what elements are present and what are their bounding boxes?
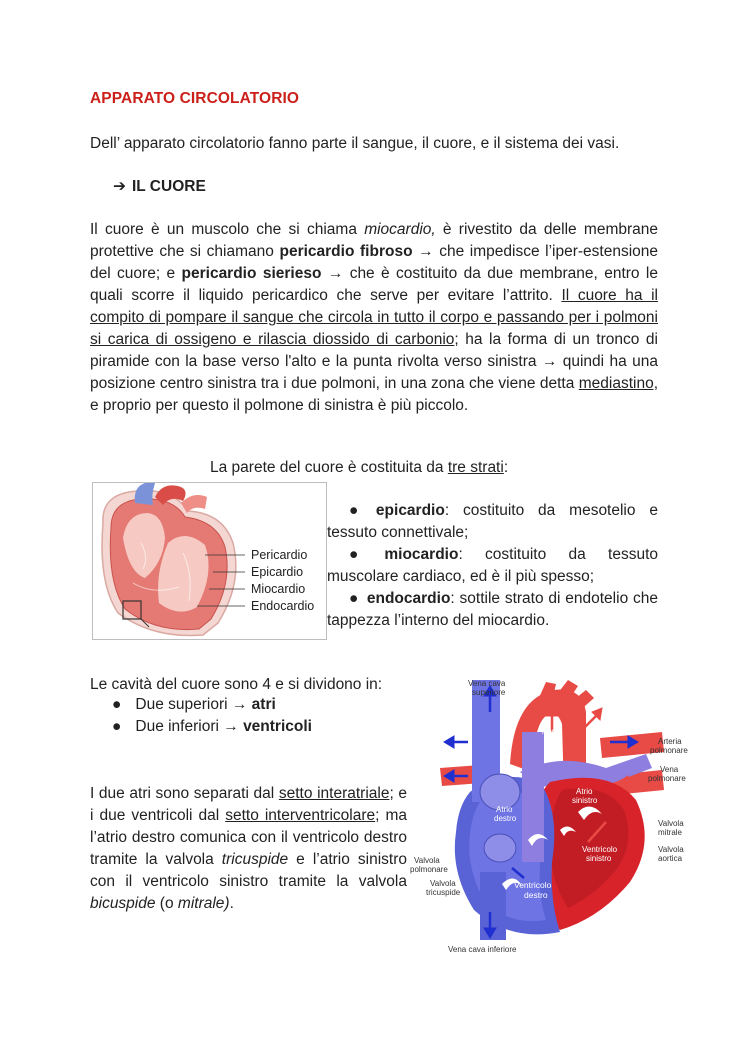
list-item bbox=[112, 694, 312, 716]
label-arteria-polmonare: Arteria bbox=[658, 737, 682, 746]
section-heading-text: IL CUORE bbox=[132, 178, 206, 195]
label-vena-polmonare: Vena bbox=[660, 765, 679, 774]
page-title: APPARATO CIRCOLATORIO bbox=[90, 90, 300, 107]
text-run: ; e i due ventricoli dal bbox=[90, 785, 407, 824]
label-atrio-destro: destro bbox=[494, 814, 517, 823]
label-valvola-aortica: Valvola bbox=[658, 845, 684, 854]
text-run: → che è costituito da due membrane, entro le quali scorre il liquido pericardico che serve per evitare l’attrito. bbox=[90, 265, 658, 304]
label-pericardio: Pericardio bbox=[251, 548, 308, 562]
list-item bbox=[327, 588, 658, 632]
label-vena-cava-inferiore: Vena cava inferiore bbox=[448, 945, 517, 954]
text-run: . bbox=[229, 895, 234, 912]
label-valvola-mitrale: Valvola bbox=[658, 819, 684, 828]
layer-name: epicardio bbox=[375, 502, 445, 519]
label-valvola-polmonare: Valvola bbox=[414, 856, 440, 865]
label-vena-cava-superiore: superiore bbox=[472, 688, 506, 697]
intro-paragraph: Dell’ apparato circolatorio fanno parte il sangue, il cuore, e il sistema dei vasi. bbox=[90, 135, 620, 152]
label-atrio-sinistro: sinistro bbox=[572, 796, 598, 805]
bold-term: ventricoli bbox=[243, 718, 312, 735]
label-endocardio: Endocardio bbox=[251, 599, 315, 613]
label-vena-cava-superiore: Vena cava bbox=[468, 679, 506, 688]
septa-paragraph bbox=[90, 783, 407, 915]
text-run: ; ha la forma di un tronco di piramide con la base verso l'alto e la punta rivolta verso sinistra → quindi ha una posizione centro sinistra tra i due polmoni, in una zona che viene detta bbox=[90, 331, 659, 392]
bold-term: atri bbox=[251, 696, 276, 713]
text-run: La parete del cuore è costituita da bbox=[210, 459, 448, 476]
underlined-run: tre strati bbox=[447, 459, 504, 476]
bullet-icon: ● bbox=[349, 502, 368, 519]
section-heading bbox=[113, 177, 206, 196]
bullet-icon: ● bbox=[349, 590, 359, 607]
label-aorta: Aorta bbox=[542, 727, 562, 736]
label-valvola-polmonare: polmonare bbox=[410, 865, 448, 874]
layers-intro bbox=[210, 459, 508, 477]
text-run: I due atri sono separati dal bbox=[90, 785, 279, 802]
underlined-run: mediastino, bbox=[578, 375, 658, 392]
text-run: → che impedisce l’iper-estensione del cuore; e bbox=[90, 243, 659, 282]
label-arteria-polmonare: polmonare bbox=[650, 746, 688, 755]
heart-wall-illustration bbox=[93, 483, 326, 639]
cavities-list bbox=[112, 694, 312, 738]
italic-run: tricuspide bbox=[221, 851, 289, 868]
label-vena-polmonare: polmonare bbox=[648, 774, 686, 783]
label-ventricolo-sinistro: Ventricolo bbox=[582, 845, 618, 854]
list-item bbox=[112, 716, 312, 738]
layer-description: : sottile strato di endotelio che tappezza l’interno del miocardio. bbox=[327, 590, 658, 629]
label-valvola-tricuspide: Valvola bbox=[430, 879, 456, 888]
layer-name: endocardio bbox=[366, 590, 451, 607]
italic-run: mitrale) bbox=[177, 895, 230, 912]
label-atrio-sinistro: Atrio bbox=[576, 787, 593, 796]
layer-description: : costituito da tessuto muscolare cardiaco, ed è il più spesso; bbox=[327, 546, 658, 585]
list-item bbox=[327, 544, 658, 588]
text-run: Due superiori → bbox=[135, 696, 252, 713]
text-run: (o bbox=[155, 895, 178, 912]
bold-term: pericardio sierieso bbox=[181, 265, 322, 282]
text-run: e proprio per questo il polmone di sinistra è più piccolo. bbox=[90, 397, 469, 414]
bullet-icon: ● bbox=[349, 546, 377, 563]
label-atrio-destro: Atrio bbox=[496, 805, 513, 814]
label-ventricolo-sinistro: sinistro bbox=[586, 854, 612, 863]
label-valvola-aortica: aortica bbox=[658, 854, 683, 863]
text-run: Due inferiori → bbox=[135, 718, 244, 735]
italic-run: miocardio, bbox=[364, 221, 436, 238]
text-run: : bbox=[503, 459, 509, 476]
bullet-icon: ● bbox=[112, 718, 122, 735]
italic-run: bicuspide bbox=[90, 895, 156, 912]
label-ventricolo-destro: destro bbox=[524, 890, 548, 900]
layer-name: miocardio bbox=[384, 546, 459, 563]
layers-list bbox=[327, 500, 658, 632]
underlined-run: setto interatriale bbox=[278, 785, 390, 802]
layer-description: : costituito da mesotelio e tessuto connettivale; bbox=[327, 502, 658, 541]
label-miocardio: Miocardio bbox=[251, 582, 306, 596]
text-run: ; ma l’atrio destro comunica con il ventricolo destro tramite la valvola bbox=[90, 807, 407, 868]
label-ventricolo-destro: Ventricolo bbox=[514, 880, 552, 890]
heart-wall-figure bbox=[92, 482, 327, 640]
heart-anatomy-figure bbox=[410, 672, 710, 962]
heart-paragraph bbox=[90, 219, 658, 417]
underlined-run: Il cuore ha il compito di pompare il sangue che circola in tutto il corpo e passando per i polmoni si carica di ossigeno e rilascia diossido di carbonio bbox=[90, 287, 658, 348]
text-run: Il cuore è un muscolo che si chiama bbox=[90, 221, 365, 238]
label-valvola-tricuspide: tricuspide bbox=[426, 888, 461, 897]
bold-term: pericardio fibroso bbox=[279, 243, 413, 260]
label-epicardio: Epicardio bbox=[251, 565, 304, 579]
bullet-icon: ● bbox=[112, 696, 122, 713]
cavities-intro: Le cavità del cuore sono 4 e si dividono in: bbox=[90, 676, 383, 693]
heart-anatomy-illustration bbox=[410, 672, 710, 962]
arrow-icon: ➔ bbox=[113, 178, 126, 195]
underlined-run: setto interventricolare bbox=[225, 807, 376, 824]
text-run: e l’atrio sinistro con il ventricolo sinistro tramite la valvola bbox=[90, 851, 407, 890]
list-item bbox=[327, 500, 658, 544]
label-valvola-mitrale: mitrale bbox=[658, 828, 683, 837]
text-run: è rivestito da delle membrane protettive che si chiamano bbox=[90, 221, 658, 260]
